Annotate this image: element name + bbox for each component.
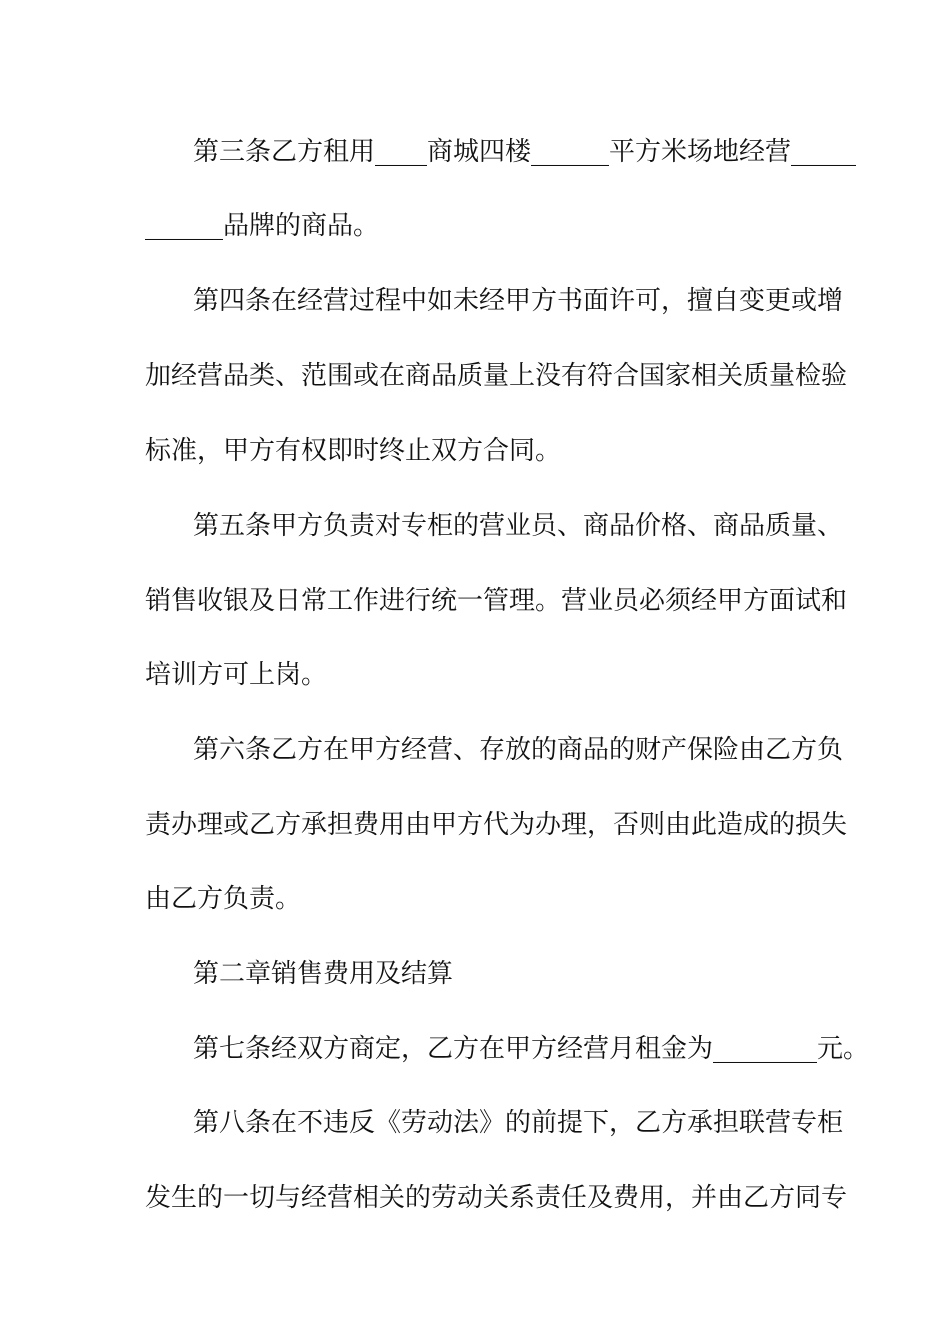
text-line: 责办理或乙方承担费用由甲方代为办理，否则由此造成的损失 [145,810,848,840]
text-line: 加经营品类、范围或在商品质量上没有符合国家相关质量检验 [145,361,848,391]
text-line: 培训方可上岗。 [145,660,328,690]
text-line: ______品牌的商品。 [145,211,380,241]
text-line: 销售收银及日常工作进行统一管理。营业员必须经甲方面试和 [145,586,848,616]
text-line: 发生的一切与经营相关的劳动关系责任及费用，并由乙方同专 [145,1183,848,1213]
text-line: 标准，甲方有权即时终止双方合同。 [145,436,562,466]
text-line: 第八条在不违反《劳动法》的前提下，乙方承担联营专柜 [193,1108,844,1138]
text-line: 第六条乙方在甲方经营、存放的商品的财产保险由乙方负 [193,735,844,765]
text-line: 第五条甲方负责对专柜的营业员、商品价格、商品质量、 [193,511,844,541]
chapter-heading: 第二章销售费用及结算 [193,959,454,989]
text-line: 第三条乙方租用____商城四楼______平方米场地经营_____ [193,137,857,167]
text-line: 第七条经双方商定，乙方在甲方经营月租金为________元。 [193,1034,870,1064]
text-line: 第四条在经营过程中如未经甲方书面许可，擅自变更或增 [193,286,844,316]
text-line: 由乙方负责。 [145,884,302,914]
